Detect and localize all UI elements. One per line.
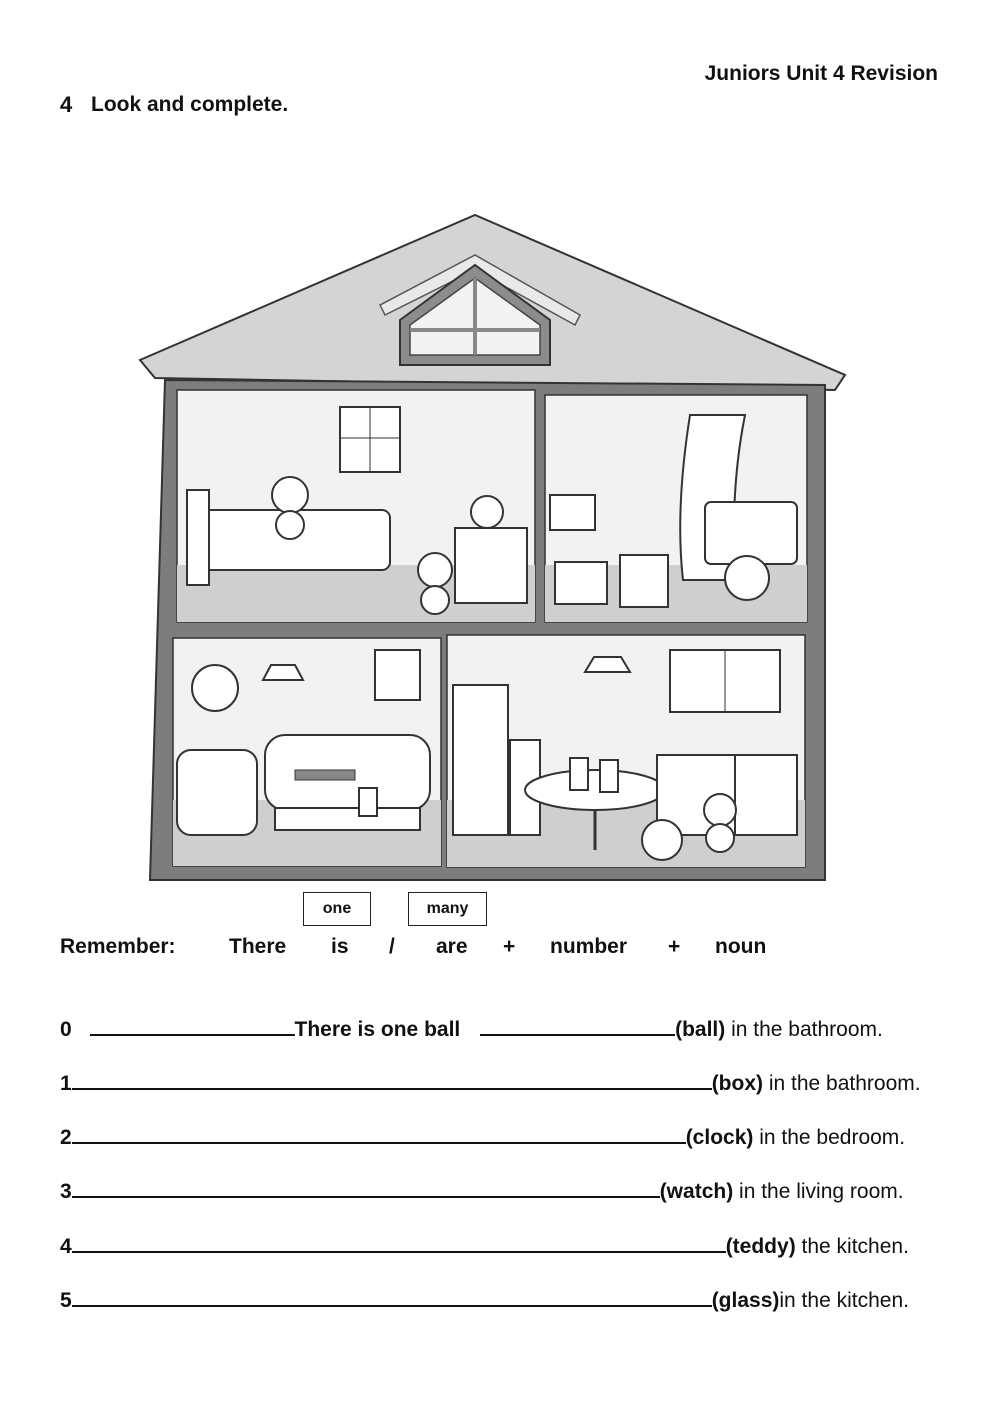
sentence-3 (60, 1178, 904, 1204)
answer-blank[interactable] (72, 1070, 712, 1090)
rule-slash: / (389, 935, 395, 958)
kitchen (447, 635, 805, 867)
word-box-many: many (408, 892, 487, 926)
bathtub-icon (705, 502, 797, 564)
noun-hint: (glass) (711, 1289, 780, 1312)
ball-icon (642, 820, 682, 860)
answer-blank[interactable] (72, 1233, 726, 1253)
box-icon (620, 555, 668, 607)
roof-icon (140, 215, 845, 390)
sentence-number: 0 (60, 1018, 72, 1041)
window-icon (340, 407, 400, 472)
worksheet-title: Juniors Unit 4 Revision (704, 62, 938, 85)
kitchen-sink-icon (735, 755, 797, 835)
cupboard-icon (670, 650, 780, 712)
sentence-4 (60, 1233, 909, 1259)
noun-hint: (clock) (685, 1126, 754, 1149)
sentence-rest: in the bathroom. (725, 1018, 883, 1041)
answer-blank[interactable] (72, 1124, 686, 1144)
example-answer: There is one ball (294, 1018, 461, 1041)
glass-icon (359, 788, 377, 816)
answer-blank[interactable] (72, 1287, 712, 1307)
noun-hint: (teddy) (725, 1235, 796, 1258)
word-box-one: one (303, 892, 371, 926)
sentence-5 (60, 1287, 909, 1313)
glass-icon (570, 758, 588, 790)
answer-blank[interactable] (90, 1016, 295, 1036)
armchair-icon (177, 750, 257, 835)
answer-blank[interactable] (72, 1178, 660, 1198)
picture-icon (375, 650, 420, 700)
sentence-2 (60, 1124, 905, 1150)
wall-clock-icon (192, 665, 238, 711)
living-room (173, 638, 441, 866)
sentence-number: 4 (60, 1235, 72, 1258)
remember-label: Remember: (60, 935, 176, 958)
rule-number: number (550, 935, 628, 958)
coffee-table-icon (275, 808, 420, 830)
sentence-1 (60, 1070, 921, 1096)
noun-hint: (ball) (675, 1018, 726, 1041)
noun-hint: (watch) (659, 1180, 734, 1203)
rule-are: are (436, 935, 468, 958)
exercise-instruction: Look and complete. (91, 93, 289, 116)
alarm-clock-icon (471, 496, 503, 528)
sentence-number: 2 (60, 1126, 72, 1149)
noun-hint: (box) (711, 1072, 764, 1095)
sentence-rest: in the bedroom. (753, 1126, 906, 1149)
sentence-number: 1 (60, 1072, 72, 1095)
lamp-icon (585, 657, 630, 672)
exercise-number: 4 (60, 92, 73, 117)
sentence-rest: in the living room. (733, 1180, 904, 1203)
rule-is: is (331, 935, 349, 958)
rule-there: There (229, 935, 287, 958)
sink-icon (550, 495, 595, 530)
glass-icon (600, 760, 618, 792)
bedroom (177, 390, 535, 622)
bathroom (545, 395, 807, 622)
teddy-bear-icon (272, 477, 308, 539)
lamp-icon (263, 665, 303, 680)
box-icon (555, 562, 607, 604)
rule-noun: noun (715, 935, 767, 958)
rule-plus: + (668, 935, 681, 958)
answer-blank[interactable] (480, 1016, 675, 1036)
sentence-number: 3 (60, 1180, 72, 1203)
teddy-bear-icon (418, 553, 452, 614)
sentence-rest: in the bathroom. (763, 1072, 921, 1095)
fridge-icon (453, 685, 508, 835)
bedside-table-icon (455, 528, 527, 603)
rule-plus: + (503, 935, 516, 958)
ball-icon (725, 556, 769, 600)
sentence-rest: in the kitchen. (779, 1289, 909, 1312)
sentence-0 (60, 1016, 883, 1042)
sentence-number: 5 (60, 1289, 72, 1312)
house-illustration (135, 210, 855, 890)
sentence-rest: the kitchen. (795, 1235, 909, 1258)
watch-icon (295, 770, 355, 780)
